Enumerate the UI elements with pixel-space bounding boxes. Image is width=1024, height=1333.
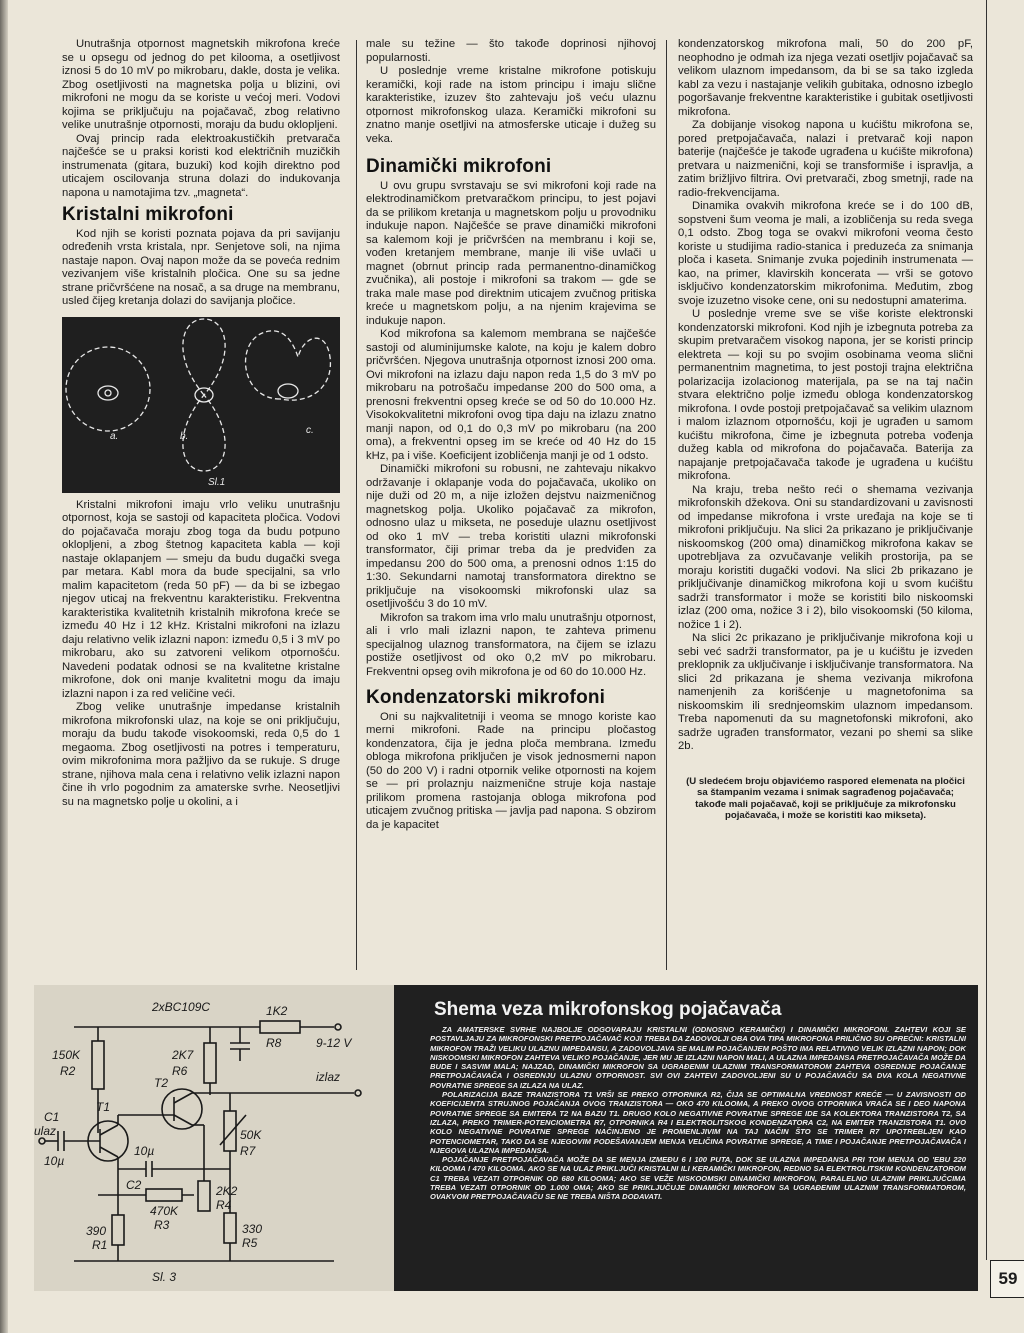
paragraph: male su težine — što takođe doprinosi njihovoj popularnosti. (366, 38, 656, 64)
mic-symbol-c (278, 384, 298, 398)
r5-value: 330 (242, 1222, 263, 1236)
schematic-box (34, 985, 978, 1291)
figure-1-polar-patterns (62, 317, 340, 493)
mic-center-a (105, 390, 111, 396)
label-b: b. (180, 430, 189, 442)
column-1 (62, 38, 340, 809)
box-paragraph: POLARIZACIJA BAZE TRANZISTORA T1 VRŠI SE PREKO OTPORNIKA R2, ČIJA SE OPTIMALNA VREDNOST KREĆE — U ZAVISNOSTI OD KOEFICIJENTA STRUJNOG POJAČANJA OVOG TRANZISTORA — OKO 470 KILOOMA, A PREKO OVOG OTPORNIKA VRAĆA SE I DEO NAPONA POVRATNE SPREGE SA EMITERA T2 NA BAZU T1. DRUGO KOLO NEGATIVNE POVRATNE SPREGE IDE SA KOLEKTORA TRANZISTORA T2, SA IZLAZA, PREKO TRIMER-POTENCIOMETRA R7, OTPORNIKA R4 I ELEKTROLITSKOG KONDENZATORA C2, NA EMITER TRANZISTORA T1. OVO KOLO NEGATIVNE POVRATNE SPREGE NAČINJENO JE PROMENLJIVIM NA TAJ NAČIN ŠTO SE TRIMER R7 UPOTREBLJEN KAO POTENCIOMETAR, TAKO DA SE NJEGOVIM PODEŠAVANJEM MENJA VELIČINA POVRATNE SPREGE, A TIME I POJAČANJE PRETPOJAČAVAČA I NJEGOVA ULAZNA IMPEDANSA. (430, 1090, 966, 1155)
column-divider-1 (356, 40, 357, 970)
paragraph: Ovaj princip rada elektroakustičkih pretvarača najčešće se u praksi koristi kod električnih muzičkih instrumenata (gitara, buzuki) kod kojih direktno pod uticajem oscilovanja struna dolazi do indukovanja napona u namotajima tzv. „magneta“. (62, 132, 340, 199)
paragraph: Zbog velike unutrašnje impedanse kristalnih mikrofona mikrofonski ulaz, na koje se oni priključuju, moraju da budu takođe visokoomski, reda 0,5 do 1 megaoma. Zbog osetljivosti na potres i temperaturu, ovim mikrofonima mora pažljivo da se rukuje. S druge strane, njihova mala cena i relativno velik izlazni napon čine ih vrlo pogodnim za amaterske svrhe. Neosetljivi su na magnetsko polje u okolini, a i (62, 701, 340, 808)
paragraph: Dinamički mikrofoni su robusni, ne zahtevaju nikakvo održavanje i oklapanje voda do pojačavača, ukoliko on nije duži od 20 m, a nije izložen dejstvu naizmeničnog magnetskog polja. Ukoliko pojačavač za mikrofon, odnosno ulaz u mikseta, ne poseduje ulaznu osetljivost od oko 1 mV — treba koristiti ulazni mikrofonski transformator, čiji primar treba da je predviđen za impedansu 200 do 500 oma, a prenosni odnos 1:15 do 1:30. Sekundarni namotaj transformatora direktno se priključuje na visokoomski mikrofonski ulaz sa osetljivošću 3 do 10 mV. (366, 463, 656, 610)
r7-label: R7 (240, 1144, 256, 1158)
c2-value: 10µ (134, 1144, 155, 1158)
label-c: c. (306, 424, 314, 436)
page-spine-shadow (0, 0, 8, 1333)
r6-value: 2K7 (172, 1048, 194, 1062)
paragraph: Dinamika ovakvih mikrofona kreće se i do 100 dB, sopstveni šum veoma je mali, a izobličenja su reda svega 0,1 odsto. Zbog toga se ovakvi mikrofoni veoma često koriste u studijima radio-stanica i preduzeća za snimanja ploča i kaseta. Snimanje zvuka pojedinih instrumenata — kao, na primer, klavirskih koncerata — vrši se gotovo isključivo kondenzatorskim mikrofonima. Međutim, zbog svoje izuzetno visoke cene, oni su nedostupni amaterima. (678, 200, 973, 307)
box-title: Shema veza mikrofonskog pojačavača (434, 999, 782, 1020)
omni-pattern (66, 347, 150, 431)
r4-value: 2K2 (216, 1184, 238, 1198)
r6-label: R6 (172, 1064, 188, 1078)
label-a: a. (110, 430, 119, 442)
figure-caption: Sl.1 (208, 476, 226, 488)
r5-label: R5 (242, 1236, 258, 1250)
paragraph: Mikrofon sa trakom ima vrlo malu unutrašnju otpornost, ali i vrlo mali izlazni napon, te zahteva primenu specijalnog ulaznog transformatora, na čijem se izlazu postiže osetljivost od oko 0,2 mV po mikrobaru. Frekventni opseg ovih mikrofona je od 60 do 10.000 Hz. (366, 611, 656, 678)
c1-value: 10µ (44, 1154, 65, 1168)
section-heading-dynamic: Dinamički mikrofoni (366, 156, 552, 177)
paragraph: Kod njih se koristi poznata pojava da pri savijanju određenih vrsta kristala, npr. Senjetove soli, na njima nastaje napon. Ovaj napon može da se poveća rednim vezivanjem više kristalnih pločica. One su sa jedne strane pričvršćene na nosač, a sa druge na membranu, usled čijeg kretanja dolazi do savijanja pločice. (62, 227, 340, 307)
paragraph: U poslednje vreme kristalne mikrofone potiskuju keramički, koji rade na istom principu i imaju slične karakteristike, izuzev što zahtevaju još veću ulaznu otpornost mikrofonskog ulaza. Keramički mikrofoni su znatno manje osetljivi na atmosferske uticaje i dužeg su veka. (366, 65, 656, 145)
paragraph: Oni su najkvalitetniji i veoma se mnogo koriste kao merni mikrofoni. Rade na principu pločastog kondenzatora, čija je jedna ploča membrana. Između obloga mikrofona priključen je visok jednosmerni napon (50 do 200 V) i radni otpornik velike otpornosti na kojem se — pri prolaznju naizmenične struje koja nastaje prilikom promena rastojanja obloga mikrofona pod uticajem zvučnog pritiska — javlja pad napona. S obzirom da je kapacitet (366, 710, 656, 831)
r8-value: 1K2 (266, 1004, 288, 1018)
r7-value: 50K (240, 1128, 262, 1142)
r4-label: R4 (216, 1198, 232, 1212)
paragraph: Na kraju, treba nešto reći o shemama vezivanja mikrofonskih džekova. Oni su standardizovani u zavisnosti od impedanse mikrofona i vrste uređaja na koje se ti mikrofoni priključuju. Na slici 2a prikazano je priključivanje niskoomskog (200 oma) dinamičkog mikrofona kakav se upotrebljava za ozvučavanje velikih prostorija, pa se moraju koristiti dugački vodovi. Na slici 2b prikazano je priključivanje dinamičkog mikrofona koji u svom kućištu sadrži transformator i može se koristiti bilo niskoomski izlaz (200 oma, nožice 3 i 2), bilo visokoomski (50 kiloma, nožice 1 i 2). (678, 483, 973, 631)
section-heading-crystal: Kristalni mikrofoni (62, 204, 234, 225)
t2-label: T2 (154, 1076, 169, 1090)
r2-value: 150K (52, 1048, 81, 1062)
paragraph: Kod mikrofona sa kalemom membrana se najčešće sastoji od aluminijumske kalote, na koju je kalem dobro pričvršćen. Njegova unutrašnja otpornost iznosi 200 oma. Ovi mikrofoni na izlazu daju napon reda 1,5 do 3 mV po mikrobaru na potrošaču impedanse 200 do 500 oma, a prenosni frekventni opseg kreće se od 50 do 10.000 Hz. Visokokvalitetni mikrofoni ovog tipa daju na izlazu znatno manji napon, od 0,1 do 0,3 mV po mikrobaru (na 200 oma), a frekventni opseg im se kreće od 40 Hz do 15 kHz, pa i više. Koeficijent izobličenja manji je od 1 odsto. (366, 328, 656, 462)
paragraph: Unutrašnja otpornost magnetskih mikrofona kreće se u opsegu od jednog do pet kilooma, a osetljivost iznosi 5 do 10 mV po mikrobaru, dakle, dosta je velika. Zbog osetljivosti na magnetska polja u blizini, ovi mikrofoni ne mogu da se koriste u većoj meri. Vodovi kojima se priključuju na pojačavač, zbog relativno velike unutrašnje otpornosti, moraju da budu okloplјeni. (62, 38, 340, 131)
paragraph: Kristalni mikrofoni imaju vrlo veliku unutrašnju otpornost, koja se sastoji od kapaciteta pločica. Vodovi do pojačavača moraju zbog toga da budu potpuno okloplјeni, a zbog štetnog kapaciteta kabla — koji nastaje oklapanjem — smeju da budu dugački svega par metara. Kabl mora da bude specijalni, sa vrlo malim kapacitetom (reda 50 pF) — da bi se izbegao njegov uticaj na frekventnu karakteristiku. Frekventna karakteristika kvalitetnih kristalnih mikrofona kreće se između 40 Hz i 12 kHz. Kristalni mikrofoni na izlazu daju relativno velik izlazni napon: između 0,5 i 3 mV po mikrobaru, ako su zatvoreni velikom otpornošću. Navedeni podatak odnosi se na kvalitetne kristalne mikrofone, dok oni manje kvalitetni mogu da imaju izlazni napon i za red veličine veći. (62, 498, 340, 700)
schematic-caption: Sl. 3 (152, 1270, 177, 1284)
paragraph: Za dobijanje visokog napona u kućištu mikrofona se, pored pretpojačavača, nalazi i pretvarač koji napon baterije (najčešće je takođe ugrađena u kućište mikrofona) pretvara u naizmenični, koji se transformiše i ispravlja, a zatim brižljivo filtrira. Ovi pretvarači, zbog smetnji, rade na radio-frekvencijama. (678, 119, 973, 199)
r8-label: R8 (266, 1036, 282, 1050)
r1-value: 390 (86, 1224, 107, 1238)
cardioid-pattern (246, 330, 331, 399)
column-3 (678, 38, 973, 822)
page-edge-rule (986, 0, 987, 1260)
c1-label: C1 (44, 1110, 60, 1124)
paragraph: Na slici 2c prikazano je priključivanje mikrofona koji u sebi već sadrži transformator, pa je u kućištu je izveden preklopnik za uključivanje i isključivanje transformatora. Na slici 2d prikazana je shema vezivanja mikrofona namenjenih za korišćenje u magnetofonima sa niskoomskim ili srednjeomskim ulaznom impedansom. Treba napomenuti da su magnetofonski mikrofoni, ako sadrže ugrađen transformator, vezani po shemi sa slike 2b. (678, 632, 973, 752)
c2-label: C2 (126, 1178, 142, 1192)
box-paragraph: POJAČANJE PRETPOJAČAVAČA MOŽE DA SE MENJA IZMEĐU 6 I 100 PUTA, DOK SE ULAZNA IMPEDANSA PRI TOM MENJA OD 'EBU 220 KILOOMA I 470 KILOOMA. AKO SE NA ULAZ PRIKLJUČI KRISTALNI ILI KERAMIČKI MIKROFON, REDNO SA ELEKTROLITSKIM KONDENZATOROM C1 TREBA VEZATI OTPORNIK OD 680 KILOOMA; AKO SE VEŽE NISKOOMSKI DINAMIČKI MIKROFON, PARALELNO ULAZNIM PRIKLJUČCIMA TREBA VEZATI OTPORNIK OD 1.000 OMA; AKO SE PRIKLJUČUJE DINAMIČKI MIKROFON SA UGRAĐENIM ULAZNIM TRANSFORMATOROM, OVAKVOM PRETPOJAČAVAČU SE NE TREBA NIŠTA DODAVATI. (430, 1155, 966, 1202)
column-divider-2 (666, 40, 667, 970)
r3-label: R3 (154, 1218, 170, 1232)
t1-label: T1 (96, 1100, 111, 1114)
r2-label: R2 (60, 1064, 76, 1078)
output-label: izlaz (316, 1070, 341, 1084)
section-heading-condenser: Kondenzatorski mikrofoni (366, 687, 606, 708)
amplifier-circuit (34, 985, 394, 1291)
paragraph: U poslednje vreme sve se više koriste elektronski kondenzatorski mikrofoni. Kod njih je izbegnuta potreba za skupim pretvaračem visokog napona, jer se koristi princip elektreta — koji su po svojim osobinama veoma slični permanentnim magnetima, to jest postoji trajna električna polarizacija izolacionog materijala, pa se na taj način stvara električno polje između obloga kondenzatorskog mikrofona. I ovde postoji pretpojačavač sa velikim ulaznom i malom izlaznom otpornošću, koji je ugrađen u samom kućištu mikrofona, čime je izbegnuta potreba vođenja dužeg kabla od mikrofona do pojačavača. Baterija za napajanje pretpojačavača takođe je ugrađena u kućištu mikrofona. (678, 308, 973, 482)
input-label: ulaz (34, 1124, 57, 1138)
column-2 (366, 38, 656, 832)
transistor-type: 2xBC109C (152, 1000, 211, 1014)
box-text (430, 1025, 966, 1202)
schematic-diagram (34, 985, 394, 1291)
box-paragraph: ZA AMATERSKE SVRHE NAJBOLJE ODGOVARAJU KRISTALNI (ODNOSNO KERAMIČKI) I DINAMIČKI MIKROFONI. ZAHTEVI KOJI SE POSTAVLJAJU ZA MIKROFONSKI PRETPOJAČAVAČ KOJI TREBA DA ZADOVOLJI OBA OVA TIPA MIKROFONA PRILIČNO SU OPREČNI: KRISTALNI MIKROFON TRAŽI VELIKU ULAZNU IMPEDANSU, A ZADOVOLJAVA SE MALIM POJAČANJEM POŠTO IMA RELATIVNO VELIK IZLAZNI NAPON; DOK NISKOOMSKI MIKROFON ZAHTEVA VELIKO POJAČANJE, JER MU JE IZLAZNI NAPON MALI, A ULAZNA IMPEDANSA PRETPOJAČAVAČA MOŽE DA BUDE I SASVIM MALA; NAJZAD, DINAMIČKI MIKROFON SA UGRAĐENIM ULAZNIM TRANSFORMATOROM ZAHTEVA OSREDNJE POJAČANJE PRETPOJAČAVAČA I OSREDNJU ULAZNU OTPORNOST. SVI OVI ZAHTEVI ZADOVOLJENI SU U POJAČAVAČU SA DVA KOLA NEGATIVNE POVRATNE SPREGE SA IZLAZA NA ULAZ. (430, 1025, 966, 1090)
paragraph: kondenzatorskog mikrofona mali, 50 do 200 pF, neophodno je odmah iza njega vezati osetljiv pojačavač sa velikom ulaznom impedansom, da bi se sa tako izgleda kabl za vezu i nastajanje velikih gubitaka, odnosno izbeglo pogoršavanje frekventne karakteristike i gubitak osetljivosti mikrofona. (678, 38, 973, 118)
mic-symbol-a (98, 386, 118, 400)
r1-label: R1 (92, 1238, 108, 1252)
polar-pattern-diagram (62, 317, 340, 493)
r3-value: 470K (150, 1204, 179, 1218)
next-issue-note: (U sledećem broju objavićemo raspored elemenata na pločici sa štampanim vezama i snimak sagrađenog pojačavača; takođe mali pojačavač, koji se priključuje za mikrofonsku pojačavača, i može se koristiti kao mikseta). (686, 775, 965, 821)
supply-label: 9-12 V (316, 1036, 352, 1050)
paragraph: U ovu grupu svrstavaju se svi mikrofoni koji rade na elektrodinamičkom pretvaračkom principu, to jest pojavi da se prilikom kretanja u magnetskom polju u provodniku indukuje napon. Najčešće se prave dinamički mikrofoni sa kalemom koji je pričvršćen na membranu i koji se, vođen kretanjem membrane, manje ili više uvlači u magnet (obrnut princip rada permanentno-dinamičkog zvučnika), ali postoje i mikrofoni sa trakom — gde se traka male mase pod direktnim uticajem zvučnog pritiska kreće u magnetskom polju, a na njenim krajevima se indukuje napon. (366, 179, 656, 327)
figure-eight-pattern (183, 319, 225, 471)
page-number: 59 (990, 1260, 1024, 1298)
